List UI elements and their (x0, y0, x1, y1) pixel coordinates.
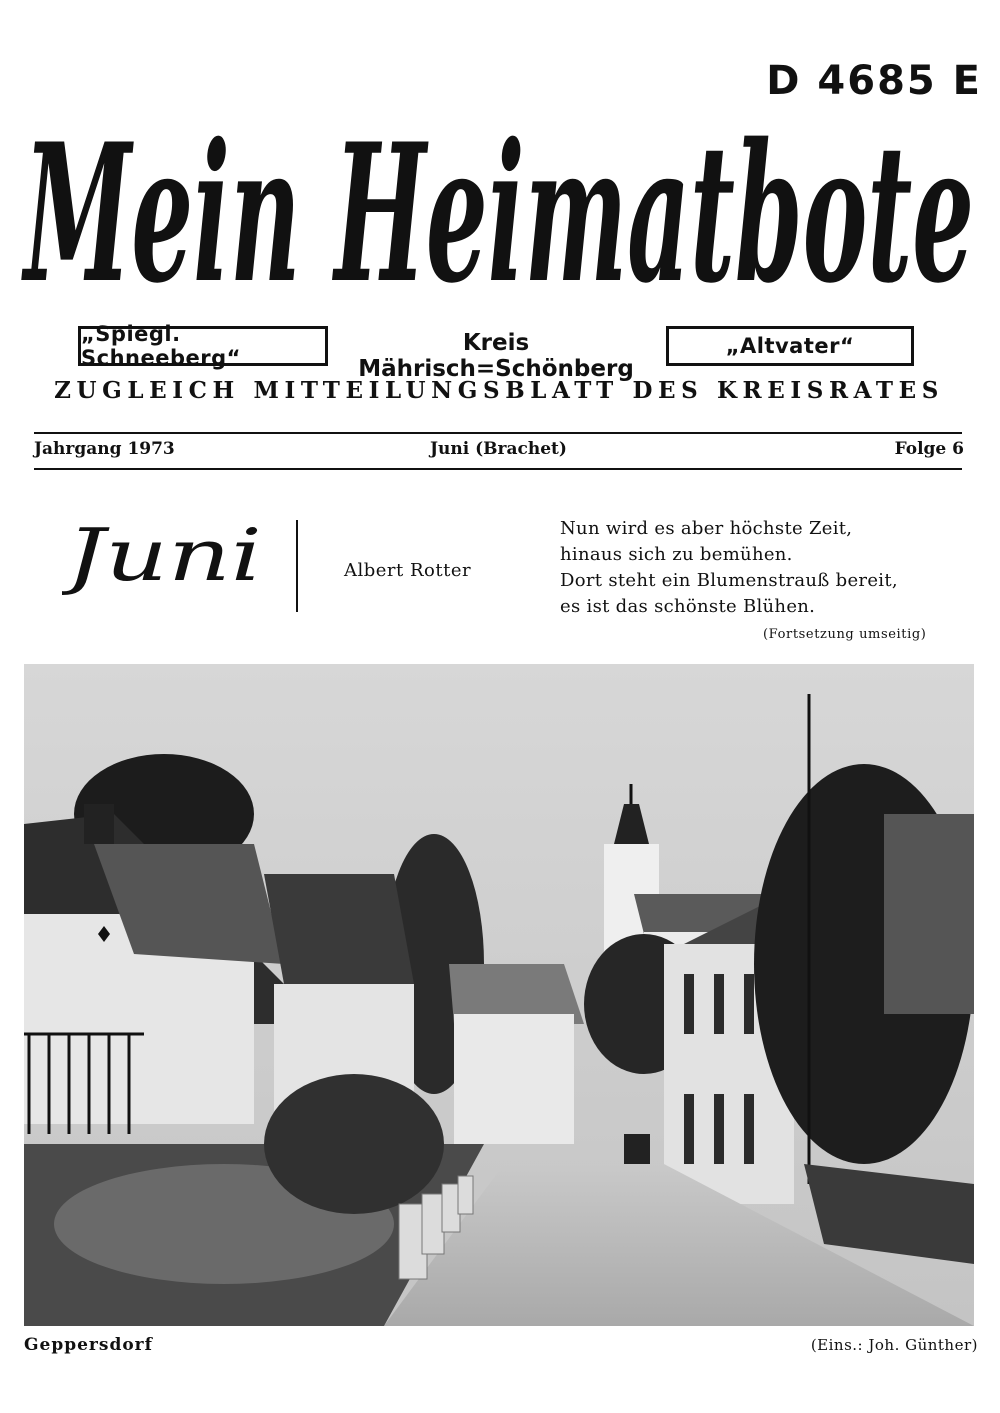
poem-line: es ist das schönste Blühen. (560, 596, 816, 617)
photo-credit: (Eins.: Joh. Günther) (810, 1336, 978, 1354)
poem-title-text: Juni (62, 513, 262, 597)
masthead-title (14, 95, 984, 325)
poem-line: Dort steht ein Blumenstrauß bereit, (560, 570, 898, 591)
subhead (78, 322, 918, 382)
edition-box-right: „Altvater“ (666, 326, 914, 366)
masthead (14, 95, 984, 325)
edition-box-left: „Spiegl. Schneeberg“ (78, 326, 328, 366)
masthead-title-text: Mein Heimatbote (20, 102, 974, 325)
poem-line: hinaus sich zu bemühen. (560, 544, 793, 565)
photo-caption: Geppersdorf (24, 1335, 153, 1355)
poem-author: Albert Rotter (344, 560, 472, 581)
continuation-note: (Fortsetzung umseitig) (763, 627, 927, 642)
village-photo (24, 664, 974, 1326)
rule-bottom (34, 468, 962, 470)
issue-number: Folge 6 (894, 439, 964, 459)
divider-line (296, 520, 298, 612)
tagline: ZUGLEICH MITTEILUNGSBLATT DES KREISRATES (54, 377, 944, 404)
poem-title (62, 512, 272, 612)
postal-code: D 4685 E (766, 58, 982, 104)
district-name: Kreis Mährisch=Schönberg (358, 330, 634, 382)
poem-line: Nun wird es aber höchste Zeit, (560, 518, 853, 539)
volume-year: Jahrgang 1973 (34, 439, 175, 459)
issue-info (34, 439, 964, 465)
issue-month: Juni (Brachet) (430, 439, 567, 459)
rule-top (34, 432, 962, 434)
poem-text (560, 516, 960, 620)
